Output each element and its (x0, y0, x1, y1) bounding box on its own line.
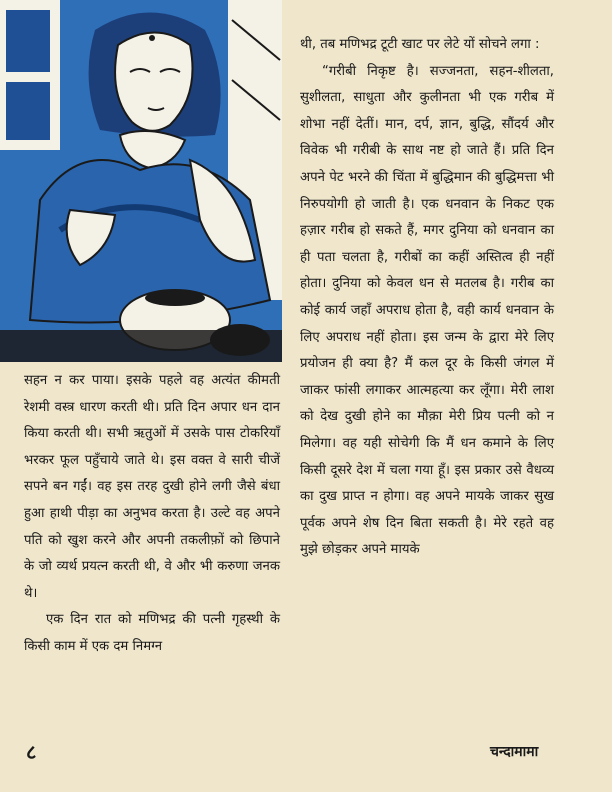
left-text-column (24, 368, 280, 661)
woman-illustration-icon (0, 0, 282, 362)
left-paragraph-1: सहन न कर पाया। इसके पहले वह अत्यंत कीमती रेशमी वस्त्र धारण करती थी। प्रति दिन अपार धन दान किया करती थी। सभी ऋतुओं में उसके पास टोकरियाँ भरकर फूल पहुँचाये जाते थे। इस वक्त वे सारी चीजें सपने बन गईं। वह इस तरह दुखी होने लगी जैसे बंधा हुआ हाथी पीड़ा का अनुभव करता है। उल्टे वह अपने पति को खुश करने और अपनी तकलीफ़ों को छिपाने के जो व्यर्थ प्रयत्न करती थी, वे और भी करुणा जनक थे। (24, 373, 280, 601)
left-paragraph-2: एक दिन रात को मणिभद्र की पत्नी गृहस्थी के किसी काम में एक दम निमग्न (24, 612, 280, 654)
magazine-name: चन्दामामा (490, 744, 539, 760)
page-number: ८ (26, 740, 37, 764)
right-paragraph-1: थी, तब मणिभद्र टूटी खाट पर लेटे यों सोचने लगा : (300, 37, 540, 52)
woman-illustration (0, 0, 282, 362)
right-text-column (300, 32, 554, 564)
right-paragraph-2: “गरीबी निकृष्ट है। सज्जनता, सहन-शीलता, सुशीलता, साधुता और कुलीनता भी एक गरीब में शोभा नहीं देतीं। मान, दर्प, ज्ञान, बुद्धि, सौंदर्य और विवेक भी गरीबी के साथ नष्ट हो जाते हैं। प्रति दिन अपने पेट भरने की चिंता में बुद्धिमान की बुद्धिमत्ता भी निरुपयोगी हो जाती है। एक धनवान के निकट एक हज़ार गरीब हो सकते हैं, मगर दुनिया को धनवान का ही पता चलता है, गरीबों का कहीं अस्तित्व ही नहीं होता। दुनिया को केवल धन से मतलब है। गरीब का कोई कार्य जहाँ अपराध होता है, वही कार्य धनवान के लिए अपराध नहीं होता। इस जन्म के द्वारा मेरे लिए प्रयोजन ही क्या है? मैं कल दूर के किसी जंगल में जाकर फांसी लगाकर आत्महत्या कर लूँगा। मेरी लाश को देख दुखी होने का मौक़ा मेरी प्रिय पत्नी को न मिलेगा। वह यही सोचेगी कि मैं धन कमाने के लिए किसी दूसरे देश में चला गया हूँ। इस प्रकार उसे वैधव्य का दुख प्राप्त न होगा। वह अपने मायके जाकर सुख पूर्वक अपने शेष दिन बिता सकती है। मेरे रहते वह मुझे छोड़कर अपने मायके (300, 63, 554, 558)
